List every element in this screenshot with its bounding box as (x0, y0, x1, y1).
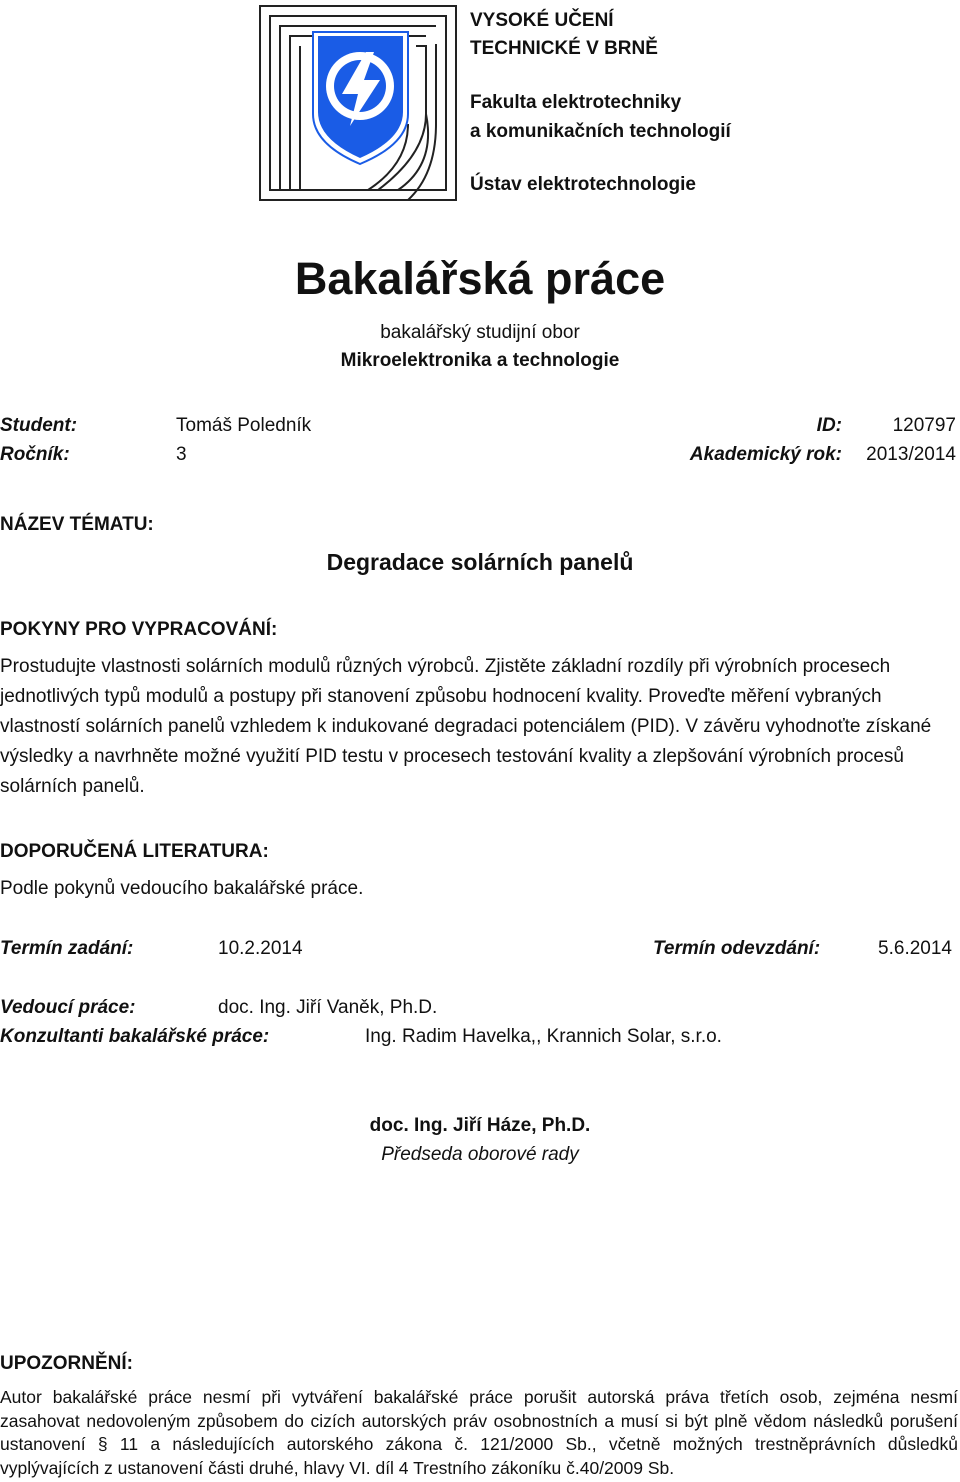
topic-label: NÁZEV TÉMATU: (0, 514, 154, 535)
topic-title: Degradace solárních panelů (326, 549, 634, 575)
consultants-label: Konzultanti bakalářské práce: (0, 1026, 270, 1047)
academic-year-label: Akademický rok: (689, 444, 842, 465)
document-title: Bakalářská práce (294, 253, 666, 304)
supervisor-label: Vedoucí práce: (0, 997, 136, 1018)
university-name-line2: TECHNICKÉ V BRNĚ (470, 38, 658, 59)
warning-label: UPOZORNĚNÍ: (0, 1353, 133, 1374)
student-value: Tomáš Poledník (176, 415, 312, 436)
assigned-date-label: Termín zadání: (0, 938, 134, 959)
study-program-name: Mikroelektronika a technologie (340, 350, 620, 371)
instructions-label: POKYNY PRO VYPRACOVÁNÍ: (0, 619, 278, 640)
year-value: 3 (176, 444, 187, 465)
supervisor-value: doc. Ing. Jiří Vaněk, Ph.D. (218, 997, 438, 1018)
warning-text: Autor bakalářské práce nesmí při vytváření bakalářské práce porušit autorská práva třetích osob, zejména nesmí zasahovat nedovoleným způsobem do cizích autorských práv osobnostních a musí si být plně vědom následků porušení ustanovení § 11 a následujících autorského zákona č. 121/2000 Sb., včetně možných trestněprávních důsledků vyplývajících z ustanovení části druhé, hlavy VI. díl 4 Trestního zákoníku č.40/2009 Sb. (0, 1387, 958, 1478)
chair-role: Předseda oborové rady (381, 1144, 579, 1165)
id-value: 120797 (892, 415, 956, 436)
id-label: ID: (816, 415, 842, 436)
department-name: Ústav elektrotechnologie (470, 174, 696, 195)
student-label: Student: (0, 415, 78, 436)
consultants-value: Ing. Radim Havelka,, Krannich Solar, s.r.o. (365, 1026, 722, 1047)
literature-label: DOPORUČENÁ LITERATURA: (0, 841, 269, 862)
study-program-type: bakalářský studijní obor (380, 322, 580, 343)
instructions-text: Prostudujte vlastnosti solárních modulů různých výrobců. Zjistěte základní rozdíly při výrobních procesech jednotlivých typů modulů a postupy při stanovení způsobu hodnocení kvality. Proveďte měření vybraných vlastností solárních panelů vzhledem k indukované degradaci potenciálem (PID). V závěru vyhodnoťte získané výsledky a navrhněte možné využití PID testu v procesech testování kvality a zlepšování výrobních procesů solárních panelů. (0, 656, 932, 797)
faculty-name-line1: Fakulta elektrotechniky (470, 92, 682, 113)
assigned-date-value: 10.2.2014 (218, 938, 303, 959)
academic-year-value: 2013/2014 (866, 444, 956, 465)
due-date-label: Termín odevzdání: (653, 938, 821, 959)
university-logo (258, 4, 458, 202)
due-date-value: 5.6.2014 (878, 938, 952, 959)
faculty-name-line2: a komunikačních technologií (470, 121, 731, 142)
year-label: Ročník: (0, 444, 70, 465)
literature-value: Podle pokynů vedoucího bakalářské práce. (0, 878, 364, 899)
chair-name: doc. Ing. Jiří Háze, Ph.D. (369, 1115, 591, 1136)
university-name-line1: VYSOKÉ UČENÍ (470, 10, 614, 31)
